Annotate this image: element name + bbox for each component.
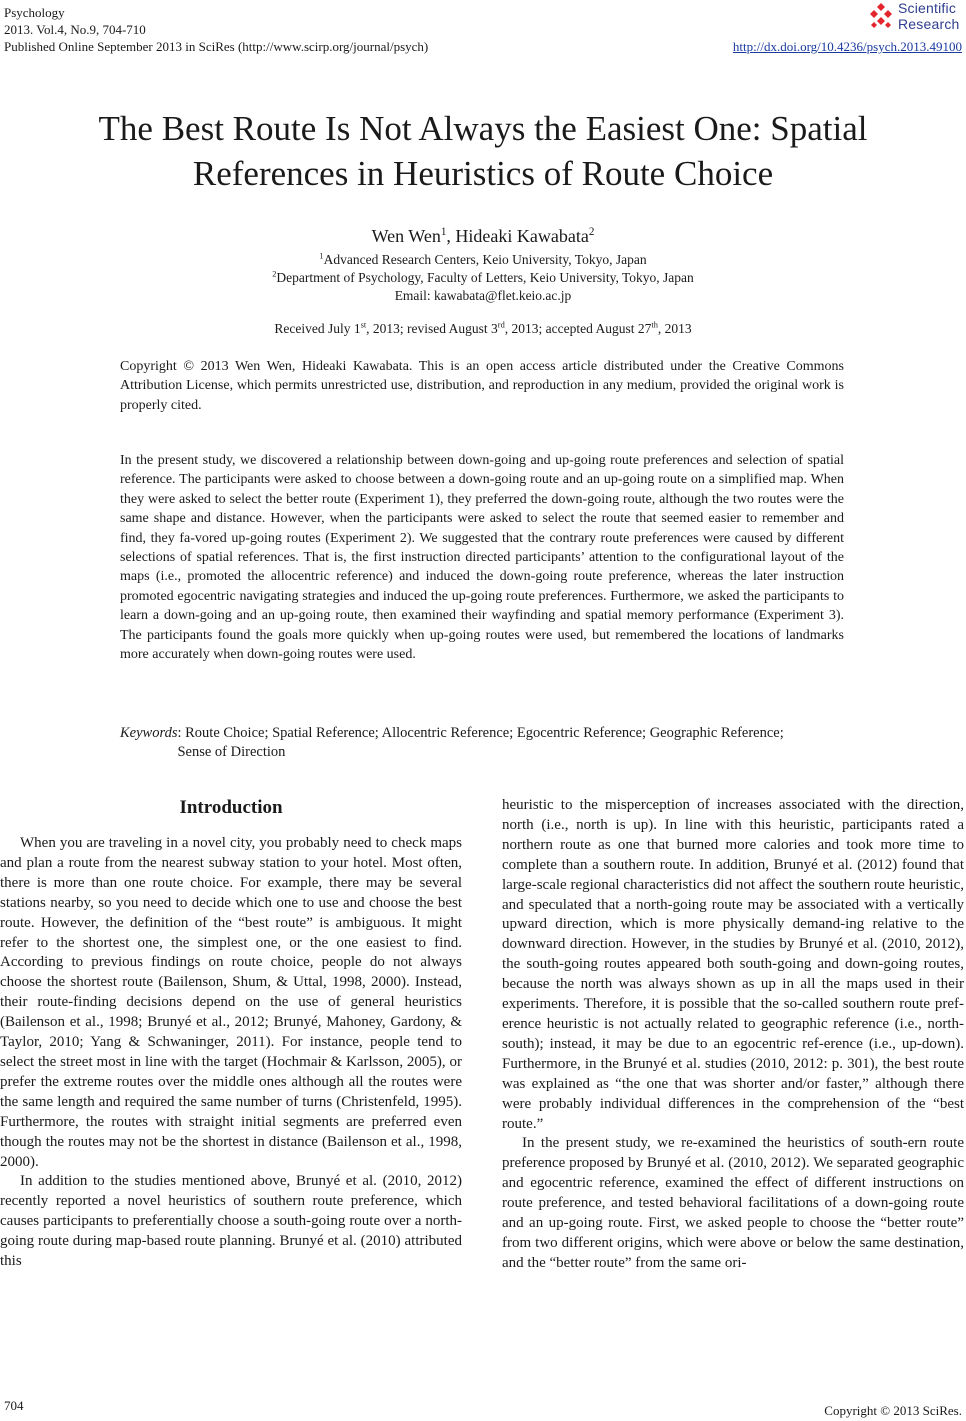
logo-line-2: Research bbox=[898, 16, 960, 32]
received-part-1: Received July 1 bbox=[274, 321, 361, 336]
published-online: Published Online September 2013 in SciRes (http://www.scirp.org/journal/psych) bbox=[4, 39, 429, 54]
paragraph: When you are traveling in a novel city, you probably need to check maps and plan a route from the nearest subway station to your hotel. Most often, there is more than one route choice. For example, there may be several stations nearby, so you need to decide which one to use and choose the best route. However, the definition of the “best route” is ambiguous. It might refer to the shortest one, the simplest one, or the one easiest to find. According to previous findings on route choice, people do not always choose the shortest route (Bailenson, Shum, & Uttal, 1998, 2000). Instead, their route-finding decisions depend on the use of general heuristics (Bailenson et al., 1998; Brunyé et al., 2012; Brunyé, Mahoney, Gardony, & Taylor, 2010; Yang & Schwaninger, 2011). For instance, people tend to select the street most in line with the target (Hochmair & Karlsson, 2005), or prefer the extreme routes over the middle ones although all the routes were the same length and required the same number of turns (Christenfeld, 1995). Furthermore, the routes with straight initial segments are preferred even though the routes may not be the shortest in distance (Bailenson et al., 1998, 2000). bbox=[0, 835, 462, 1170]
keywords-text: : Route Choice; Spatial Reference; Allocentric Reference; Egocentric Reference; Geographic Reference; Sense of Direction bbox=[177, 725, 784, 760]
keywords bbox=[120, 724, 860, 762]
affiliation-2 bbox=[0, 269, 966, 287]
author-1-affil: 1 bbox=[440, 226, 447, 238]
received-part-3: , 2013; accepted August 27 bbox=[504, 321, 652, 336]
title-line-2: References in Heuristics of Route Choice bbox=[192, 154, 774, 193]
doi-link[interactable]: http://dx.doi.org/10.4236/psych.2013.49100 bbox=[732, 39, 962, 54]
affiliation-2-marker: 2 bbox=[272, 269, 277, 279]
author-2-affil: 2 bbox=[588, 226, 595, 238]
paragraph: heuristic to the misperception of increases associated with the direction, north (i.e., north is up). In line with this heuristic, participants rated a northern route as one that burned more calories and took more time to complete than a southern route. In addition, Brunyé et al. (2012) found that large-scale regional characteristics did not affect the southern route heuristic, and speculated that a north-going route may be associated with a vertically upward direction, which is more physically demand-ing relative to the downward direction. However, in the studies by Brunyé et al. (2010, 2012), the south-going routes appeared both south-going and down-going routes, because the north was always shown as up in all the maps used in their experiments. Therefore, it is possible that the so-called southern route pref-erence heuristic is not actually related to geographic reference (i.e., north-south); instead, it may be due to an egocentric ref-erence (i.e., up-down). Furthermore, in the Brunyé et al. studies (2010, 2012: p. 301), the best route was explained as “the one that was shorter and/or faster,” although there were probably individual differences in the comprehension of the “best route.” bbox=[502, 797, 964, 1132]
received-part-4: , 2013 bbox=[657, 321, 692, 336]
journal-volume: 2013. Vol.4, No.9, 704-710 bbox=[4, 22, 146, 37]
title-line-1: The Best Route Is Not Always the Easiest One: Spatial bbox=[98, 109, 868, 148]
abstract: In the present study, we discovered a relationship between down-going and up-going route preferences and selection of spatial reference. The participants were asked to choose between a down-going route and an up-going route on a simplified map. When they were asked to select the better route (Experiment 1), they preferred the down-going route, although the two routes were the same shape and distance. However, when the participants were asked to select the route that seemed easier to remember and find, they fa-vored up-going routes (Experiment 2). We suggested that the contrary route preferences were caused by different selections of spatial references. That is, the first instruction directed participants’ attention to the configurational layout of the maps (i.e., promoted the allocentric reference) and induced the down-going route preference, whereas the later instruction promoted egocentric navigating strategies and induced the up-going route preferences. Furthermore, we asked the participants to learn a down-going and an up-going route, then examined their wayfinding and spatial memory performance (Experiment 3). The participants found the goals more quickly when up-going routes were used, but remembered the locations of landmarks more accurately when down-going routes were used. bbox=[120, 453, 844, 663]
logo-text bbox=[898, 0, 960, 32]
journal-header bbox=[4, 4, 428, 55]
paragraph: In the present study, we re-examined the heuristics of south-ern route preference proposed by Brunyé et al. (2010, 2012). We separated geographic and egocentric reference, examined the effect of different instructions on route preference, and tested behavioral facilitations of a down-going route and an up-going route. First, we asked people to choose the “better route” from two different origins, which were above or below the same destination, and the “better route” from the same ori- bbox=[502, 1135, 964, 1271]
affiliation-1 bbox=[0, 251, 966, 269]
right-column bbox=[502, 796, 964, 1274]
affiliation-2-text: Department of Psychology, Faculty of Letters, Keio University, Tokyo, Japan bbox=[276, 270, 694, 285]
affiliation-1-marker: 1 bbox=[319, 251, 324, 261]
paper-title bbox=[0, 106, 966, 196]
received-part-2: , 2013; revised August 3 bbox=[366, 321, 498, 336]
logo-line-1: Scientific bbox=[898, 0, 957, 16]
scientific-research-logo bbox=[866, 0, 962, 36]
introduction-heading: Introduction bbox=[179, 797, 283, 818]
author-1: Wen Wen bbox=[371, 226, 441, 246]
received-sup-3: th bbox=[651, 320, 658, 330]
author-2: Hideaki Kawabata bbox=[455, 226, 589, 246]
footer-copyright: Copyright © 2013 SciRes. bbox=[824, 1403, 962, 1418]
received-dates bbox=[0, 321, 966, 337]
affiliation-1-text: Advanced Research Centers, Keio University, Tokyo, Japan bbox=[323, 252, 647, 267]
copyright-notice: Copyright © 2013 Wen Wen, Hideaki Kawabata. This is an open access article distributed under the Creative Commons Attribution License, which permits unrestricted use, distribution, and reproduction in any medium, provided the original work is properly cited. bbox=[120, 359, 844, 413]
logo-mark-icon bbox=[866, 2, 896, 32]
contact-email: Email: kawabata@flet.keio.ac.jp bbox=[394, 288, 572, 303]
paragraph: In addition to the studies mentioned above, Brunyé et al. (2010, 2012) recently reported a novel heuristics of southern route preference, which causes participants to preferentially choose a south-going route over a north-going route during map-based route planning. Brunyé et al. (2010) attributed this bbox=[0, 1173, 462, 1270]
author-list bbox=[0, 226, 966, 247]
keywords-label: Keywords bbox=[120, 725, 178, 741]
page-number: 704 bbox=[4, 1398, 24, 1413]
author-separator: , bbox=[446, 226, 456, 246]
received-sup-2: rd bbox=[497, 320, 505, 330]
journal-name: Psychology bbox=[4, 5, 65, 20]
received-sup-1: st bbox=[360, 320, 367, 330]
left-column bbox=[0, 796, 462, 1272]
